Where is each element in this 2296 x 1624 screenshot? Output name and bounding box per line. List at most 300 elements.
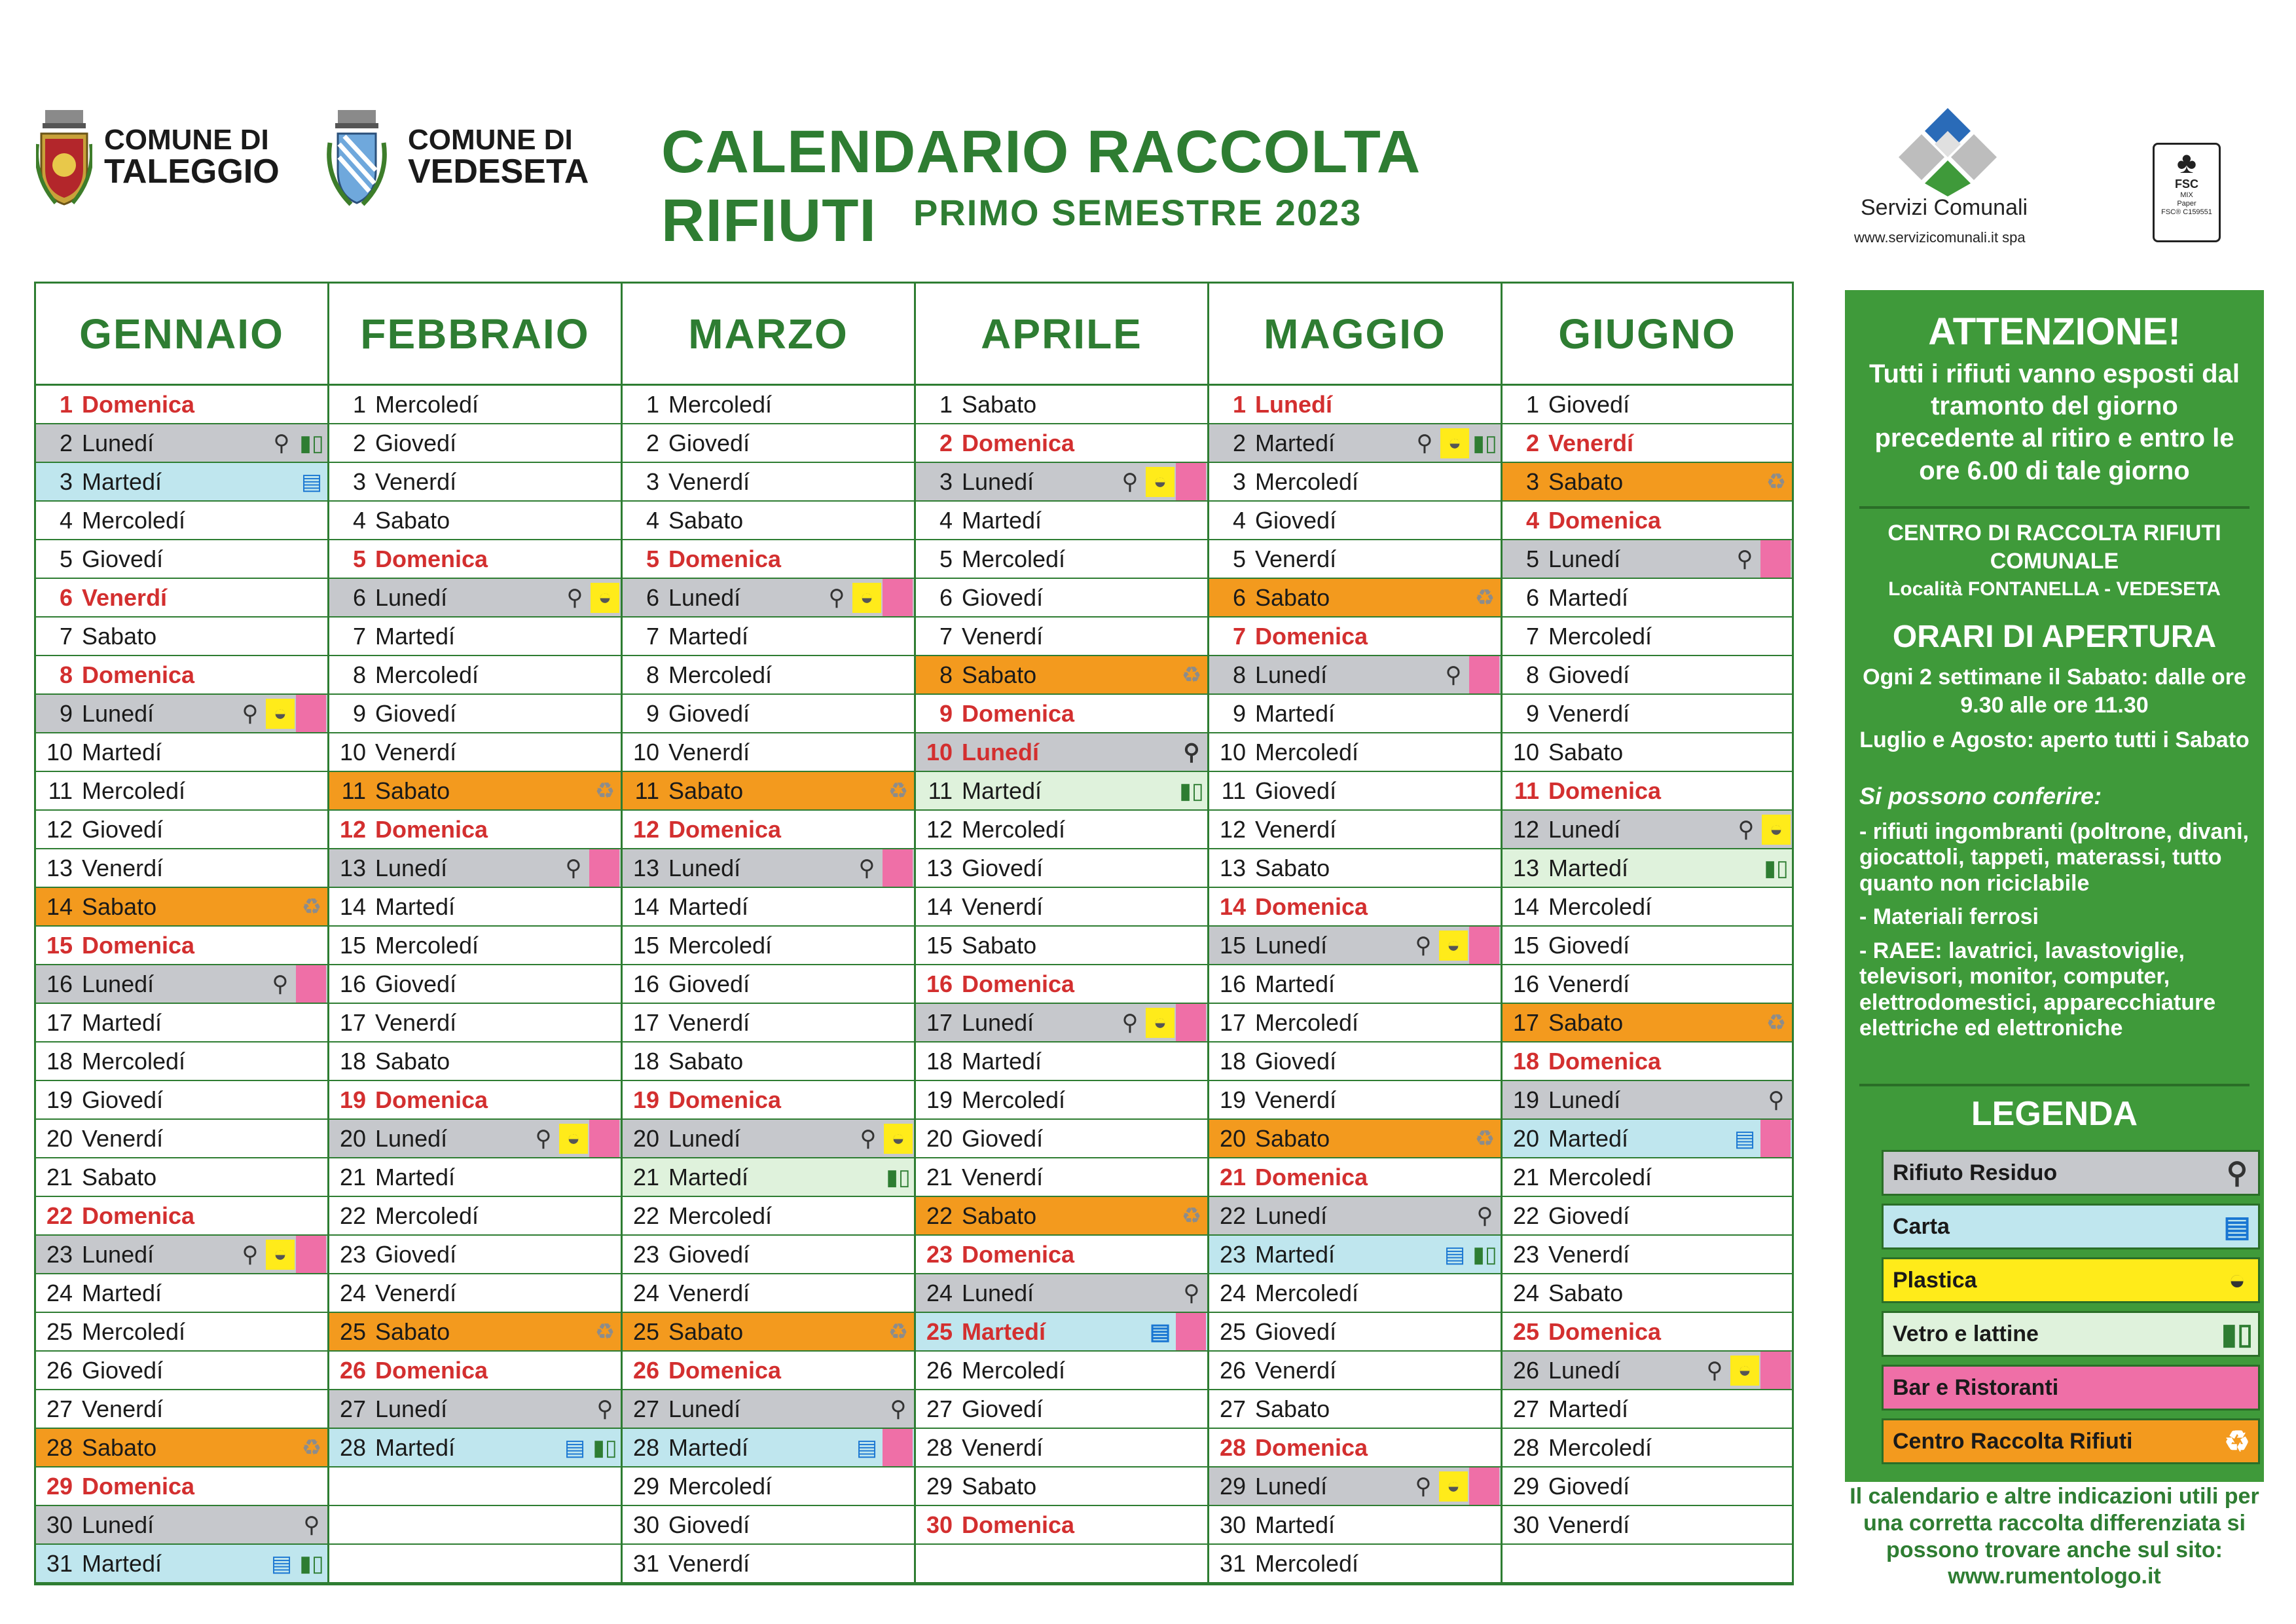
day-number: 25: [1512, 1318, 1539, 1345]
vedeseta-crest-icon: [318, 105, 396, 210]
day-name: Giovedí: [668, 699, 750, 727]
day-row: [1209, 1506, 1501, 1545]
day-name: Mercoledí: [962, 545, 1066, 572]
day-name: Mercoledí: [962, 1356, 1066, 1384]
day-number: 12: [1512, 815, 1539, 843]
day-name: Domenica: [375, 1356, 488, 1384]
day-name: Lunedí: [962, 1279, 1034, 1306]
day-name: Venerdí: [82, 1395, 164, 1422]
day-row: [916, 1004, 1207, 1043]
day-name: Martedí: [82, 1279, 162, 1306]
day-number: 7: [59, 622, 73, 650]
day-name: Lunedí: [962, 1008, 1034, 1036]
company-url: www.servizicomunali.it spa: [1854, 229, 2026, 246]
day-number: 21: [1512, 1163, 1539, 1190]
day-name: Giovedí: [962, 1124, 1044, 1152]
day-name: Martedí: [962, 777, 1042, 804]
day-row: [916, 1352, 1207, 1390]
day-name: Venerdí: [1548, 699, 1630, 727]
day-row: [623, 1197, 914, 1236]
day-number: 22: [926, 1202, 953, 1229]
plastic-bag-icon: ◒: [591, 583, 619, 613]
day-row: [36, 1197, 327, 1236]
collection-icons: [236, 1236, 327, 1273]
day-row: [623, 463, 914, 502]
day-row: [623, 965, 914, 1004]
month-column: [621, 282, 914, 1585]
month-title: MAGGIO: [1209, 284, 1501, 386]
day-row: [1209, 1081, 1501, 1120]
collection-icons: [854, 1120, 914, 1157]
day-row: [329, 1043, 621, 1081]
day-number: 29: [46, 1472, 73, 1500]
day-name: Domenica: [1255, 893, 1368, 920]
footer-text: Il calendario e altre indicazioni utili per una corretta raccolta differenziata si possono trovare anche sul sito:: [1850, 1484, 2259, 1562]
day-name: Mercoledí: [375, 661, 479, 688]
bar-ristoranti-marker-icon: [296, 695, 326, 732]
day-number: 26: [46, 1356, 73, 1384]
bottle-can-icon: ▮▯: [1472, 1242, 1497, 1267]
day-name: Venerdí: [668, 468, 750, 495]
recycle-icon: ♻: [1474, 1126, 1495, 1151]
day-name: Mercoledí: [668, 661, 773, 688]
day-number: 19: [926, 1086, 953, 1113]
trash-bag-icon: ⚲: [2226, 1156, 2248, 1189]
day-row: [329, 1352, 621, 1390]
day-row: [329, 733, 621, 772]
plastic-bag-icon: ◒: [266, 699, 295, 729]
bottle-can-icon: ▮▯: [299, 1551, 324, 1576]
day-name: Giovedí: [82, 815, 164, 843]
day-name: Martedí: [1255, 1511, 1336, 1538]
day-row: [329, 1506, 621, 1545]
day-number: 7: [352, 622, 366, 650]
day-name: Lunedí: [1255, 1472, 1328, 1500]
day-row: [36, 1043, 327, 1081]
day-row: [36, 386, 327, 424]
day-number: 24: [926, 1279, 953, 1306]
day-row: [1503, 1197, 1792, 1236]
day-number: 21: [632, 1163, 659, 1190]
legend-item-residuo: [1882, 1150, 2260, 1196]
day-number: 18: [46, 1047, 73, 1075]
day-row: [1209, 424, 1501, 463]
collection-icons: [266, 965, 327, 1003]
day-row: [1503, 618, 1792, 656]
day-row: [916, 695, 1207, 733]
day-name: Sabato: [375, 1047, 450, 1075]
day-row: [329, 772, 621, 811]
day-number: 19: [1219, 1086, 1246, 1113]
day-row: [1209, 1429, 1501, 1467]
day-number: 24: [1512, 1279, 1539, 1306]
day-number: 13: [632, 854, 659, 881]
collection-icons: [1177, 733, 1207, 771]
day-number: 2: [59, 429, 73, 456]
day-row: [1503, 811, 1792, 849]
day-number: 18: [339, 1047, 366, 1075]
day-name: Martedí: [962, 506, 1042, 534]
day-name: Lunedí: [1255, 661, 1328, 688]
day-number: 23: [632, 1240, 659, 1268]
day-name: Mercoledí: [1255, 738, 1359, 766]
day-number: 1: [1525, 390, 1539, 418]
day-row: [329, 811, 621, 849]
day-name: Venerdí: [1255, 815, 1337, 843]
day-name: Sabato: [375, 777, 450, 804]
day-name: Sabato: [962, 390, 1037, 418]
trash-bag-icon: ⚲: [828, 585, 845, 610]
day-number: 20: [632, 1124, 659, 1152]
day-number: 19: [1512, 1086, 1539, 1113]
day-number: 8: [646, 661, 659, 688]
bar-ristoranti-marker-icon: [1176, 1313, 1206, 1350]
day-number: 30: [632, 1511, 659, 1538]
day-name: Domenica: [82, 390, 195, 418]
bar-ristoranti-marker-icon: [1469, 927, 1499, 964]
day-row: [1209, 849, 1501, 888]
fsc-mix: MIX: [2180, 191, 2193, 199]
day-name: Lunedí: [375, 583, 448, 611]
day-row: [36, 1081, 327, 1120]
collection-icons: [560, 579, 621, 616]
collection-icons: [852, 849, 914, 887]
day-name: Venerdí: [962, 622, 1044, 650]
day-name: Mercoledí: [1548, 1163, 1652, 1190]
day-row: [1503, 1467, 1792, 1506]
day-number: 21: [926, 1163, 953, 1190]
day-number: 24: [632, 1279, 659, 1306]
month-column: [914, 282, 1207, 1585]
bar-ristoranti-marker-icon: [883, 1429, 913, 1466]
day-row: [916, 1545, 1207, 1583]
day-row: [916, 502, 1207, 540]
day-number: 26: [632, 1356, 659, 1384]
day-row: [1503, 733, 1792, 772]
bar-ristoranti-marker-icon: [1760, 1120, 1791, 1157]
day-number: 23: [926, 1240, 953, 1268]
day-name: Sabato: [82, 893, 157, 920]
day-number: 31: [1219, 1549, 1246, 1577]
day-name: Martedí: [668, 1433, 749, 1461]
plastic-bag-icon: ◒: [559, 1124, 588, 1154]
day-number: 17: [632, 1008, 659, 1036]
collection-icons: [1439, 656, 1501, 693]
day-name: Domenica: [375, 815, 488, 843]
day-name: Domenica: [82, 1202, 195, 1229]
day-row: [36, 733, 327, 772]
attention-message: Tutti i rifiuti vanno esposti dal tramonto del giorno precedente al ritiro e entro le ore 6.00 di tale giorno: [1869, 360, 2240, 485]
day-number: 1: [1232, 390, 1246, 418]
day-row: [916, 424, 1207, 463]
day-row: [916, 849, 1207, 888]
day-name: Mercoledí: [1548, 622, 1652, 650]
day-row: [1209, 618, 1501, 656]
day-name: Giovedí: [375, 699, 457, 727]
day-number: 13: [46, 854, 73, 881]
day-number: 23: [1219, 1240, 1246, 1268]
bottle-can-icon: ▮▯: [592, 1435, 617, 1460]
recycle-icon: ♻: [301, 1435, 322, 1460]
day-number: 27: [926, 1395, 953, 1422]
day-name: Mercoledí: [1255, 1279, 1359, 1306]
day-name: Sabato: [668, 1047, 744, 1075]
orari-summer: Luglio e Agosto: aperto tutti i Sabato: [1859, 728, 2250, 752]
day-number: 10: [46, 738, 73, 766]
day-name: Sabato: [1255, 1124, 1330, 1152]
comune1-line2: TALEGGIO: [104, 153, 280, 191]
calendar-grid: [34, 282, 1794, 1585]
day-name: Sabato: [1548, 1279, 1624, 1306]
day-name: Venerdí: [668, 1549, 750, 1577]
day-row: [916, 463, 1207, 502]
day-name: Sabato: [1255, 583, 1330, 611]
day-number: 29: [926, 1472, 953, 1500]
day-row: [1209, 1352, 1501, 1390]
legend-label: Plastica: [1893, 1267, 1977, 1293]
day-number: 17: [339, 1008, 366, 1036]
paper-stack-icon: ▤: [856, 1435, 878, 1460]
day-row: [623, 888, 914, 927]
day-row: [329, 502, 621, 540]
day-row: [1503, 1506, 1792, 1545]
bar-ristoranti-marker-icon: [1760, 1352, 1791, 1389]
day-name: Mercoledí: [668, 931, 773, 959]
legend-label: Centro Raccolta Rifiuti: [1893, 1428, 2133, 1454]
day-number: 6: [646, 583, 659, 611]
day-name: Lunedí: [375, 1395, 448, 1422]
day-row: [36, 965, 327, 1004]
day-name: Domenica: [82, 931, 195, 959]
day-number: 3: [1525, 468, 1539, 495]
day-number: 21: [1219, 1163, 1246, 1190]
day-number: 2: [1525, 429, 1539, 456]
day-row: [623, 502, 914, 540]
day-number: 9: [352, 699, 366, 727]
day-number: 9: [1525, 699, 1539, 727]
day-row: [36, 540, 327, 579]
day-name: Lunedí: [1255, 390, 1332, 418]
day-row: [623, 772, 914, 811]
day-number: 17: [926, 1008, 953, 1036]
day-number: 27: [1512, 1395, 1539, 1422]
day-row: [1503, 579, 1792, 618]
day-name: Sabato: [668, 506, 744, 534]
month-column: [34, 282, 327, 1585]
fsc-badge: [2153, 143, 2221, 242]
day-row: [916, 733, 1207, 772]
day-number: 1: [352, 390, 366, 418]
collection-icons: [297, 1506, 327, 1543]
day-name: Sabato: [962, 1202, 1037, 1229]
day-number: 2: [1232, 429, 1246, 456]
collection-icons: [1440, 1236, 1501, 1273]
trash-bag-icon: ⚲: [1121, 1010, 1139, 1035]
day-row: [1209, 1545, 1501, 1583]
day-name: Sabato: [1255, 1395, 1330, 1422]
day-row: [329, 386, 621, 424]
day-name: Domenica: [668, 545, 782, 572]
day-name: Venerdí: [668, 738, 750, 766]
day-row: [623, 1081, 914, 1120]
day-number: 26: [339, 1356, 366, 1384]
day-name: Sabato: [82, 1433, 157, 1461]
day-name: Martedí: [1548, 854, 1629, 881]
day-number: 27: [1219, 1395, 1246, 1422]
day-row: [36, 927, 327, 965]
day-row: [1209, 502, 1501, 540]
day-name: Lunedí: [82, 1511, 155, 1538]
day-name: Domenica: [1548, 506, 1662, 534]
day-number: 1: [939, 390, 953, 418]
day-number: 24: [339, 1279, 366, 1306]
bar-ristoranti-marker-icon: [1176, 463, 1206, 500]
day-row: [916, 1506, 1207, 1545]
day-number: 11: [634, 777, 659, 804]
day-row: [916, 1158, 1207, 1197]
day-name: Venerdí: [668, 1279, 750, 1306]
trash-bag-icon: ⚲: [858, 855, 875, 881]
day-number: 22: [46, 1202, 73, 1229]
paper-stack-icon: ▤: [564, 1435, 586, 1460]
trash-bag-icon: ⚲: [566, 585, 583, 610]
plastic-bag-icon: ◒: [2228, 1264, 2246, 1296]
day-name: Mercoledí: [82, 506, 186, 534]
comune-vedeseta: [318, 101, 589, 213]
bottle-can-icon: ▮▯: [2221, 1318, 2253, 1350]
day-number: 21: [339, 1163, 366, 1190]
day-number: 17: [1512, 1008, 1539, 1036]
day-name: Venerdí: [375, 1008, 457, 1036]
footer-site-link[interactable]: www.rumentologo.it: [1948, 1564, 2161, 1589]
day-row: [916, 1390, 1207, 1429]
day-number: 12: [339, 815, 366, 843]
day-row: [329, 1081, 621, 1120]
month-column: [1207, 282, 1501, 1585]
collection-icons: [1409, 1467, 1501, 1505]
bar-ristoranti-marker-icon: [296, 965, 326, 1003]
legend-item-vetro: [1882, 1311, 2260, 1357]
bar-ristoranti-marker-icon: [1469, 1467, 1499, 1505]
day-name: Giovedí: [82, 1086, 164, 1113]
day-row: [623, 1467, 914, 1506]
day-name: Mercoledí: [1548, 1433, 1652, 1461]
day-row: [916, 927, 1207, 965]
day-name: Giovedí: [1255, 1047, 1337, 1075]
day-name: Domenica: [1548, 1047, 1662, 1075]
info-panel: [1845, 290, 2264, 1482]
day-number: 4: [352, 506, 366, 534]
trash-bag-icon: ⚲: [1706, 1357, 1723, 1383]
day-row: [1503, 888, 1792, 927]
day-name: Martedí: [82, 738, 162, 766]
legend-label: Rifiuto Residuo: [1893, 1160, 2058, 1185]
day-row: [1209, 1467, 1501, 1506]
day-name: Mercoledí: [1255, 1549, 1359, 1577]
day-row: [916, 1236, 1207, 1274]
day-row: [36, 1545, 327, 1583]
day-row: [329, 1429, 621, 1467]
day-name: Venerdí: [1548, 970, 1630, 997]
day-name: Mercoledí: [375, 390, 479, 418]
day-name: Domenica: [375, 1086, 488, 1113]
day-name: Lunedí: [668, 854, 741, 881]
day-name: Lunedí: [668, 583, 741, 611]
collection-icons: [560, 1429, 621, 1466]
day-row: [1209, 1120, 1501, 1158]
day-row: [36, 1467, 327, 1506]
trash-bag-icon: ⚲: [273, 430, 290, 456]
day-number: 9: [1232, 699, 1246, 727]
month-column: [1501, 282, 1794, 1585]
day-row: [329, 1158, 621, 1197]
paper-stack-icon: ▤: [270, 1551, 293, 1576]
day-number: 11: [1221, 777, 1246, 804]
day-number: 13: [1512, 854, 1539, 881]
day-number: 21: [46, 1163, 73, 1190]
day-row: [1209, 1274, 1501, 1313]
day-number: 15: [1219, 931, 1246, 959]
day-name: Mercoledí: [375, 1202, 479, 1229]
day-name: Venerdí: [82, 583, 168, 611]
legend-label: Carta: [1893, 1213, 1950, 1239]
day-number: 17: [1219, 1008, 1246, 1036]
collection-icons: [1762, 1081, 1792, 1118]
day-name: Sabato: [1255, 854, 1330, 881]
day-row: [36, 772, 327, 811]
day-row: [623, 1506, 914, 1545]
day-name: Giovedí: [668, 429, 750, 456]
recycle-icon: ♻: [594, 778, 615, 803]
day-number: 14: [1512, 893, 1539, 920]
day-row: [1209, 1158, 1501, 1197]
day-name: Giovedí: [962, 854, 1044, 881]
day-number: 5: [59, 545, 73, 572]
day-name: Venerdí: [962, 1163, 1044, 1190]
day-row: [1503, 463, 1792, 502]
collection-icons: [1762, 849, 1792, 887]
day-row: [36, 1120, 327, 1158]
day-name: Venerdí: [1255, 1356, 1337, 1384]
day-row: [36, 502, 327, 540]
day-name: Martedí: [668, 893, 749, 920]
day-row: [36, 656, 327, 695]
day-number: 12: [632, 815, 659, 843]
day-number: 3: [352, 468, 366, 495]
trash-bag-icon: ⚲: [1415, 932, 1432, 958]
collection-icons: [1732, 811, 1792, 848]
trash-bag-icon: ⚲: [1738, 817, 1755, 842]
day-row: [329, 540, 621, 579]
day-name: Sabato: [82, 622, 157, 650]
day-name: Martedí: [375, 893, 456, 920]
taleggio-crest-icon: [36, 105, 92, 210]
day-name: Sabato: [962, 931, 1037, 959]
day-row: [1503, 1158, 1792, 1197]
day-row: [623, 1158, 914, 1197]
day-row: [1503, 772, 1792, 811]
paper-stack-icon: ▤: [1444, 1242, 1466, 1267]
day-number: 28: [46, 1433, 73, 1461]
day-name: Sabato: [668, 777, 744, 804]
day-name: Domenica: [1548, 1318, 1662, 1345]
day-row: [329, 1390, 621, 1429]
day-number: 14: [339, 893, 366, 920]
plastic-bag-icon: ◒: [884, 1124, 913, 1154]
day-name: Mercoledí: [1548, 893, 1652, 920]
day-name: Venerdí: [962, 893, 1044, 920]
day-name: Domenica: [82, 661, 195, 688]
